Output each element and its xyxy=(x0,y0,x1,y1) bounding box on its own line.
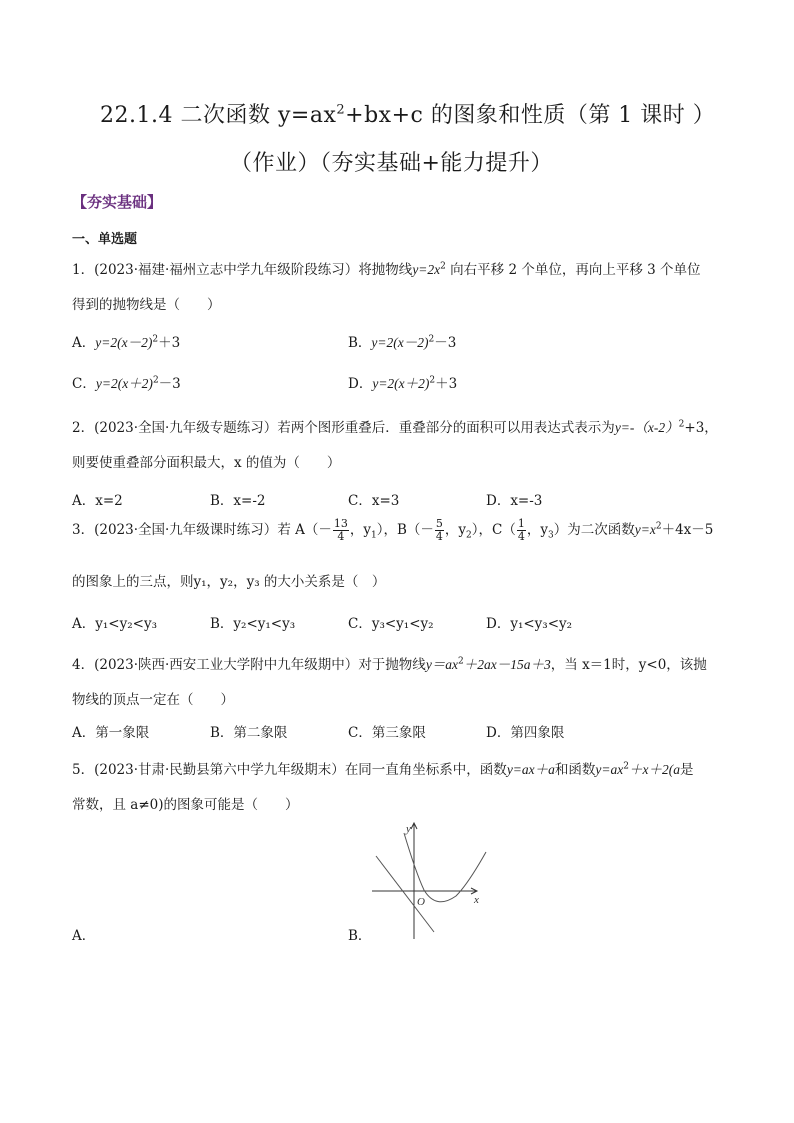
title-sup: 2 xyxy=(336,102,346,118)
q4-source: (2023·陕西·西安工业大学附中九年级期中） xyxy=(94,657,359,673)
q4-option-a: A．第一象限 xyxy=(72,725,150,741)
q4-option-d: D．第四象限 xyxy=(486,725,565,741)
q3-source: (2023·全国·九年级课时练习） xyxy=(94,522,278,538)
q3-option-c: C．y₃<y₁<y₂ xyxy=(348,616,434,632)
question-2: 2．(2023·全国·九年级专题练习）若两个图形重叠后．重叠部分的面积可以用表达式表示为$y=-(x-2)^2+3$， xyxy=(72,419,718,436)
q5-option-b-label: B． xyxy=(348,928,372,944)
part-heading: 一、单选题 xyxy=(72,232,138,247)
q1-number: 1． xyxy=(72,262,95,278)
question-2-line2: 则要使重叠部分面积最大，x 的值为（ ） xyxy=(72,455,341,471)
question-5-line2: 常数，且 a≠0)的图象可能是（ ） xyxy=(72,797,299,813)
q1-option-c: C．$y=2(x+2)^2-3$ xyxy=(72,375,181,392)
question-3-line2: 的图象上的三点，则y₁，y₂，y₃ 的大小关系是（ ） xyxy=(72,574,386,590)
q4-option-c: C．第三象限 xyxy=(348,725,426,741)
q2-option-b: B．x=-2 xyxy=(210,493,266,509)
page-subtitle: （作业）（夯实基础+能力提升） xyxy=(230,151,553,176)
q2-option-c: C．x=3 xyxy=(348,493,400,509)
q1-text: 将抛物线 xyxy=(358,262,413,278)
question-4-line2: 物线的顶点一定在（ ） xyxy=(72,692,234,708)
y-axis-label: y xyxy=(406,823,411,835)
q2-option-a: A．x=2 xyxy=(72,493,123,509)
q1-text-b: 向右平移 2 个单位，再向上平移 3 个单位 xyxy=(445,262,701,278)
question-4: 4．(2023·陕西·西安工业大学附中九年级期中）对于抛物线$y=ax^2+2ax-15a+3$，当 x＝1时，y<0，该抛 xyxy=(72,656,707,673)
q3-option-a: A．y₁<y₂<y₃ xyxy=(72,616,157,632)
q1-option-b: B．$y=2(x-2)^2-3$ xyxy=(348,334,457,351)
question-1-line2: 得到的抛物线是（ ） xyxy=(72,297,221,313)
fraction-a: $\frac{13}{4}$ xyxy=(333,517,348,543)
q1-option-a: A．$y=2(x-2)^2+3$ xyxy=(72,334,181,351)
x-axis-label: x xyxy=(474,894,479,906)
q1-expr: y=2x xyxy=(412,262,441,277)
question-1: 1．(2023·福建·福州立志中学九年级阶段练习）将抛物线$y=2x^2$ 向右平移 2 个单位，再向上平移 3 个单位 xyxy=(72,261,701,278)
fraction-c: $\frac{1}{4}$ xyxy=(517,517,525,543)
q2-source: (2023·全国·九年级专题练习） xyxy=(94,420,278,436)
q1-option-d: D．$y=2(x+2)^2+3$ xyxy=(348,375,458,392)
page-title xyxy=(100,98,715,129)
linear-function-line xyxy=(376,856,434,932)
title-part-a: 22.1.4 二次函数 y=ax xyxy=(100,103,337,128)
title-part-b: +bx+c 的图象和性质（第 1 课时 ） xyxy=(345,103,716,128)
q5-graph-b xyxy=(364,818,494,940)
q4-option-b: B．第二象限 xyxy=(210,725,288,741)
fraction-b: $\frac{5}{4}$ xyxy=(435,517,443,543)
q3-option-b: B．y₂<y₁<y₃ xyxy=(210,616,296,632)
question-5: 5．(2023·甘肃·民勤县第六中学九年级期末）在同一直角坐标系中，函数y=ax＋a和函数$y=ax^2+x+2(a$是 xyxy=(72,761,694,778)
question-3: 3．(2023·全国·九年级课时练习）若 A（－ $\frac{13}{4}$ ，$y_1$），B（－ $\frac{5}{4}$ ，$y_2$），C（ $\frac{1}{4}$ ，$y_3$）为二次函数$y=x^2+4x-5$ xyxy=(72,517,714,543)
q5-option-a-label: A． xyxy=(72,928,96,944)
section-heading: 【夯实基础】 xyxy=(72,193,163,211)
q2-option-d: D．x=-3 xyxy=(486,493,543,509)
origin-label: O xyxy=(417,896,425,908)
q1-source: (2023·福建·福州立志中学九年级阶段练习） xyxy=(94,262,359,278)
q3-option-d: D．y₁<y₃<y₂ xyxy=(486,616,573,632)
q5-source: (2023·甘肃·民勤县第六中学九年级期末） xyxy=(94,762,345,778)
